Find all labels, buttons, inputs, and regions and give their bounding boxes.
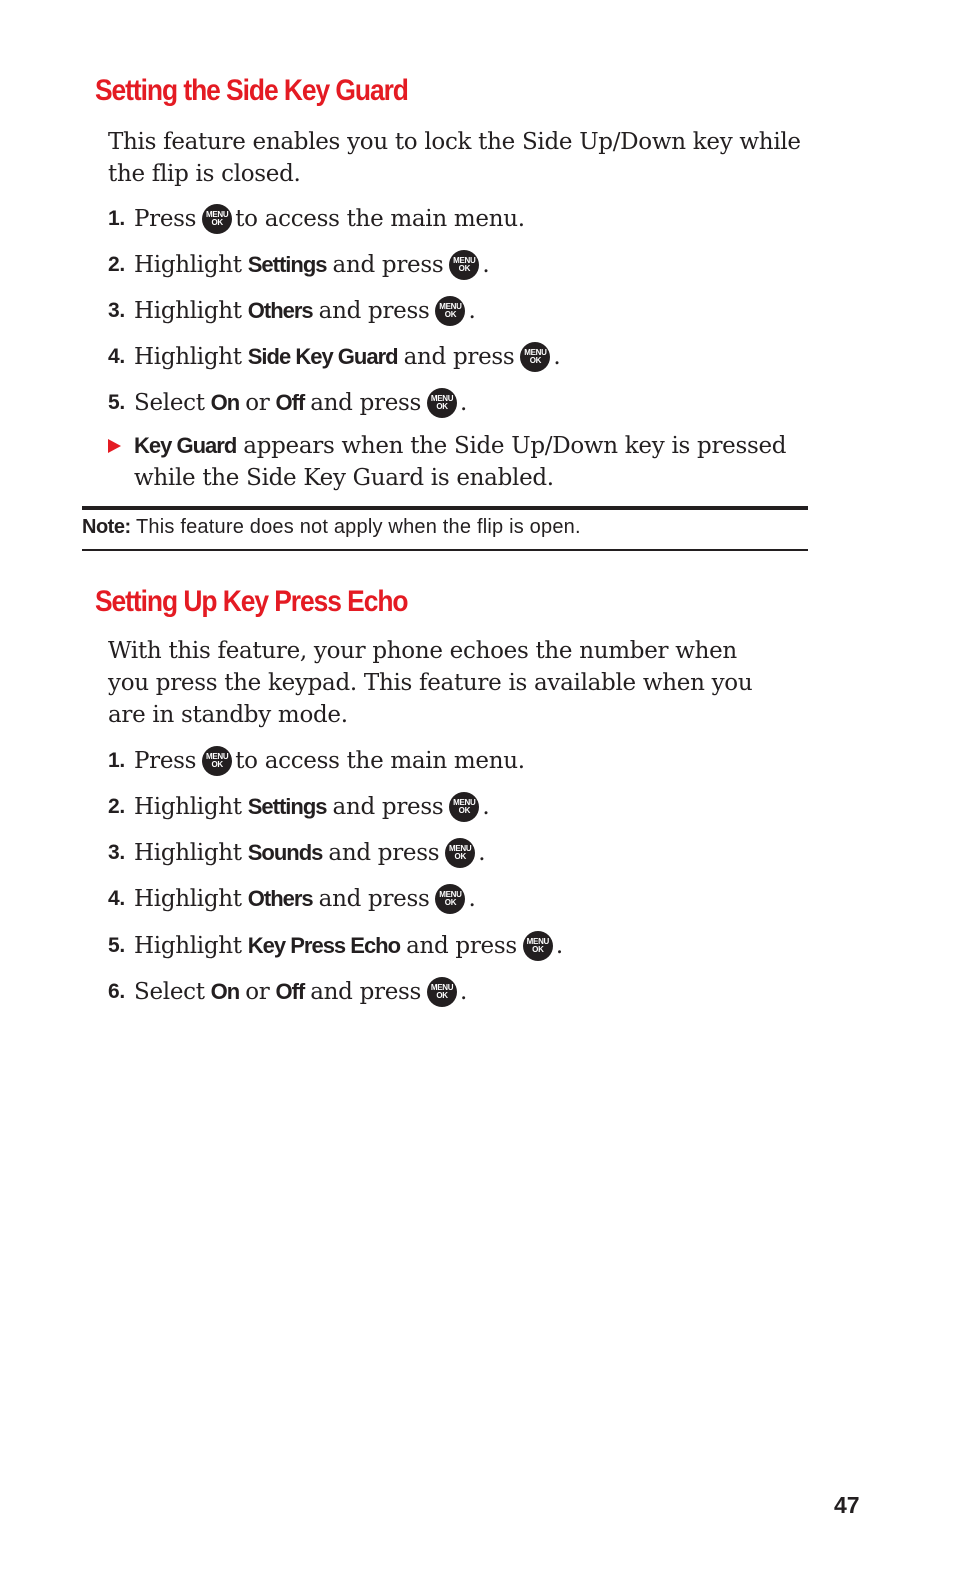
step-number: 3. [108,841,125,864]
step-number: 4. [108,887,125,910]
step-text: Highlight [134,298,242,324]
step-text: to access the main menu. [235,206,525,232]
menu-term: Settings [247,252,327,277]
note-text: This feature does not apply when the flip is open. [136,516,581,538]
note [82,510,581,544]
menu-ok-key-icon: MENU OK [427,388,457,418]
step-text: or [245,390,270,416]
step-3 [108,296,475,326]
triangle-bullet-icon [108,439,121,453]
step-3 [108,838,485,868]
menu-term: Key Guard [134,433,237,458]
menu-ok-key-icon: MENU OK [449,792,479,822]
period: . [460,979,468,1005]
step-number: 5. [108,934,125,957]
step-text: Highlight [134,794,242,820]
menu-term: Off [275,979,305,1004]
menu-ok-key-icon: MENU OK [435,884,465,914]
menu-term: Others [247,298,313,323]
period: . [478,840,486,866]
menu-term: Others [247,886,313,911]
step-text: and press [318,886,430,912]
menu-ok-key-icon: MENU OK [520,342,550,372]
step-4 [108,884,475,914]
page-number: 47 [834,1492,860,1518]
step-number: 1. [108,749,125,772]
section-intro: This feature enables you to lock the Side Up/Down key while the flip is closed. [108,129,801,187]
step-number: 2. [108,795,125,818]
period: . [468,886,476,912]
step-text: Press [134,206,197,232]
period: . [482,252,490,278]
step-5 [108,931,563,961]
menu-term: On [210,979,240,1004]
step-2 [108,250,489,280]
period: . [468,298,476,324]
step-text: Highlight [134,344,242,370]
menu-ok-key-icon: MENU OK [427,977,457,1007]
step-6 [108,977,467,1007]
menu-ok-key-icon: MENU OK [202,746,232,776]
menu-ok-key-icon: MENU OK [435,296,465,326]
step-number: 3. [108,299,125,322]
step-text: and press [328,840,440,866]
menu-term: On [210,390,240,415]
period: . [460,390,468,416]
step-text: Highlight [134,840,242,866]
step-4 [108,342,560,372]
period: . [553,344,561,370]
period: . [482,794,490,820]
step-text: Highlight [134,933,242,959]
step-1 [108,204,525,234]
menu-term: Settings [247,794,327,819]
step-5 [108,388,467,418]
step-number: 4. [108,345,125,368]
step-number: 6. [108,980,125,1003]
menu-ok-key-icon: MENU OK [523,931,553,961]
menu-ok-key-icon: MENU OK [449,250,479,280]
note-label: Note: [82,516,131,538]
step-number: 2. [108,253,125,276]
section-intro: With this feature, your phone echoes the number when you press the keypad. This feature is available when you are in standby mode. [108,638,753,728]
step-text: and press [332,252,444,278]
step-number: 5. [108,391,125,414]
step-text: and press [406,933,517,959]
menu-ok-key-icon: MENU OK [202,204,232,234]
step-text: Highlight [134,252,242,278]
step-text: Select [134,979,205,1005]
step-text: or [245,979,270,1005]
step-text: Highlight [134,886,242,912]
step-text: and press [310,390,422,416]
menu-ok-key-icon: MENU OK [445,838,475,868]
period: . [555,933,563,959]
menu-term: Sounds [247,840,323,865]
note-bottom-rule [82,549,808,551]
section-heading-side-key-guard: Setting the Side Key Guard [95,74,408,107]
step-text: and press [332,794,444,820]
step-text: to access the main menu. [235,748,525,774]
step-2 [108,792,489,822]
step-text: and press [318,298,430,324]
menu-term: Key Press Echo [247,933,401,958]
menu-term: Side Key Guard [247,344,398,369]
menu-term: Off [275,390,305,415]
step-text: and press [310,979,422,1005]
step-text: Press [134,748,197,774]
step-text: Select [134,390,205,416]
section-heading-key-press-echo: Setting Up Key Press Echo [95,585,408,618]
bullet-text: appears when the Side Up/Down key is pressed while the Side Key Guard is enabled. [134,433,787,491]
step-1 [108,746,525,776]
result-bullet [108,430,798,494]
step-number: 1. [108,207,125,230]
step-text: and press [403,344,515,370]
